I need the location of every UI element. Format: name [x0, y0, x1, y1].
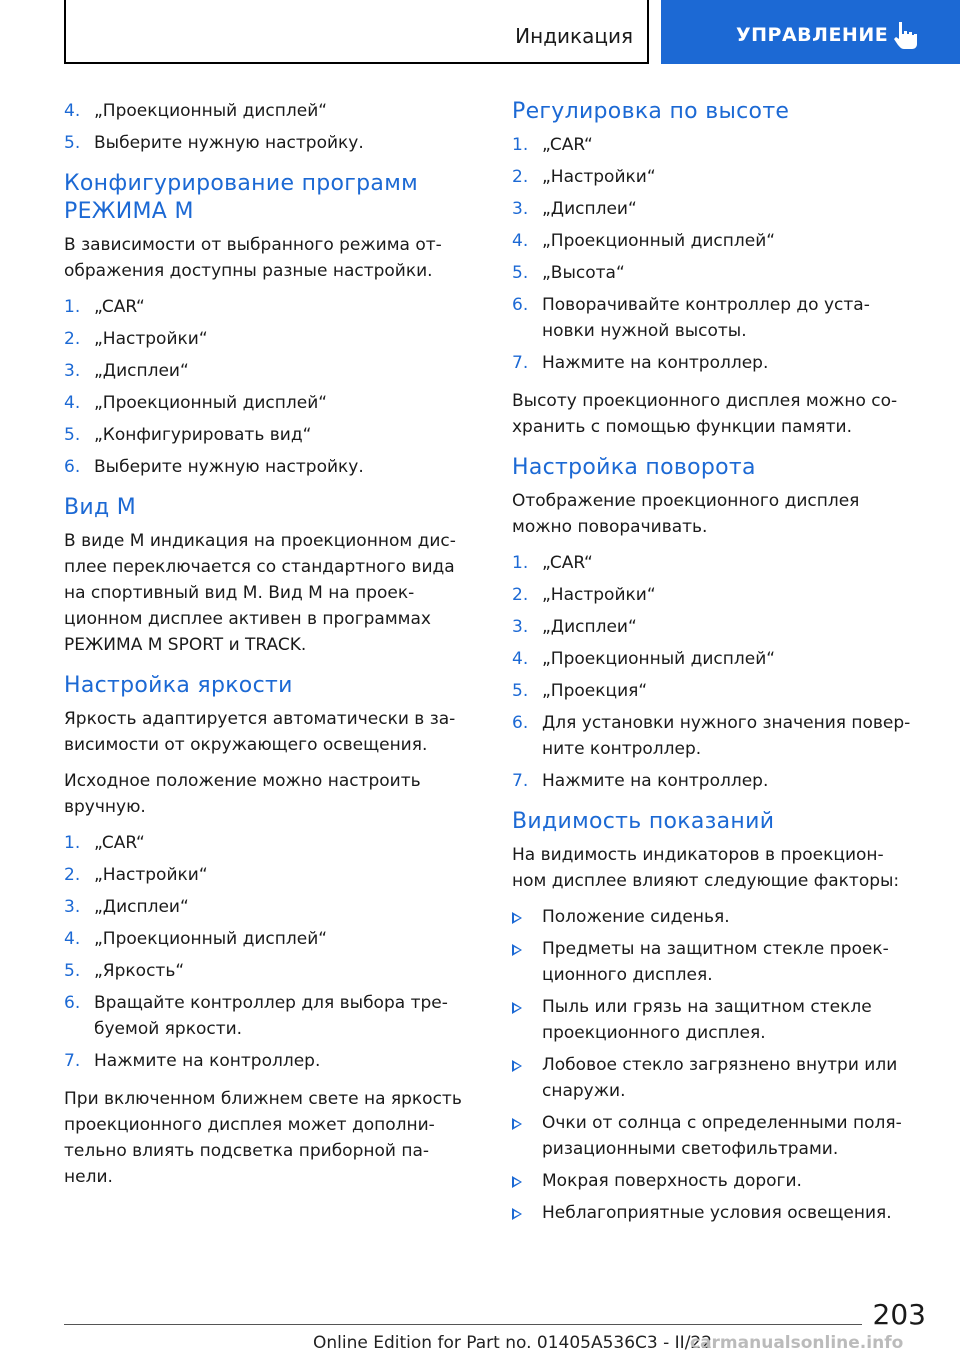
list-item: 6. Вращайте контроллер для выбора тре- буемой яркости. — [64, 993, 448, 1039]
list-item: 4. „Проекционный дисплей“ — [512, 231, 776, 251]
visibility-factors — [512, 904, 932, 1226]
chapter-title: УПРАВЛЕНИЕ — [736, 24, 889, 46]
section-heading-visibility: Видимость показаний — [512, 809, 775, 834]
list-item: Предметы на защитном стекле проек- ционного дисплея. — [512, 936, 932, 988]
list-item: 5. „Яркость“ — [64, 961, 185, 981]
paragraph: На видимость индикаторов в проекцион- ном дисплее влияют следующие факторы: — [512, 845, 900, 891]
section-heading-height: Регулировка по высоте — [512, 99, 790, 124]
list-item: 6. Выберите нужную настройку. — [64, 457, 364, 477]
triangle-bullet-icon — [512, 1176, 522, 1188]
list-item: 1. „CAR“ — [64, 833, 145, 853]
list-item: 5. „Проекция“ — [512, 681, 648, 701]
section-heading-config: Конфигурирование программ РЕЖИМА М — [64, 171, 418, 224]
paragraph: Исходное положение можно настроить вручную. — [64, 771, 421, 817]
hand-pointer-icon — [893, 20, 919, 50]
section-heading-rotation: Настройка поворота — [512, 455, 756, 480]
paragraph: Яркость адаптируется автоматически в за- висимости от окружающего освещения. — [64, 709, 456, 755]
list-item: 4. „Проекционный дисплей“ — [64, 929, 328, 949]
list-item: 5. „Высота“ — [512, 263, 625, 283]
list-item: 1. „CAR“ — [512, 135, 593, 155]
section-heading-brightness: Настройка яркости — [64, 673, 293, 698]
triangle-bullet-icon — [512, 1002, 522, 1014]
list-item: 3. „Дисплеи“ — [64, 361, 189, 381]
list-item: 4. „Проекционный дисплей“ — [64, 101, 328, 121]
list-item: 4. „Проекционный дисплей“ — [64, 393, 328, 413]
footer-edition: Online Edition for Part no. 01405A536C3 - II/22 — [313, 1333, 713, 1353]
list-item: 7. Нажмите на контроллер. — [512, 353, 769, 373]
rotation-steps — [512, 550, 932, 794]
section-title: Индикация — [515, 24, 633, 48]
list-item: 3. „Дисплеи“ — [64, 897, 189, 917]
footer-divider — [64, 1324, 862, 1325]
header-section-box — [64, 0, 649, 64]
triangle-bullet-icon — [512, 944, 522, 956]
chapter-tab — [661, 0, 960, 64]
list-item: 2. „Настройки“ — [512, 585, 656, 605]
list-item: 5. Выберите нужную настройку. — [64, 133, 364, 153]
list-item: 1. „CAR“ — [64, 297, 145, 317]
paragraph: Высоту проекционного дисплея можно со- хранить с помощью функции памяти. — [512, 391, 898, 437]
triangle-bullet-icon — [512, 1118, 522, 1130]
list-item: 3. „Дисплеи“ — [512, 199, 637, 219]
list-item: Лобовое стекло загрязнено внутри или снаружи. — [512, 1052, 932, 1104]
triangle-bullet-icon — [512, 1060, 522, 1072]
page-number: 203 — [872, 1298, 926, 1331]
paragraph: В зависимости от выбранного режима от- ображения доступны разные настройки. — [64, 235, 442, 281]
list-item: 5. „Конфигурировать вид“ — [64, 425, 312, 445]
triangle-bullet-icon — [512, 912, 522, 924]
paragraph: В виде М индикация на проекционном дис- плее переключается со стандартного вида на спортивный вид М. Вид М на проек- ционном дисплее активен в программах РЕЖИМА М SPORT и TRACK. — [64, 531, 456, 655]
list-item: Положение сиденья. — [512, 904, 932, 930]
paragraph: Отображение проекционного дисплея можно поворачивать. — [512, 491, 860, 537]
list-item: Очки от солнца с определенными поля- ризационными светофильтрами. — [512, 1110, 932, 1162]
list-item: 4. „Проекционный дисплей“ — [512, 649, 776, 669]
list-item: Неблагоприятные условия освещения. — [512, 1200, 932, 1226]
list-item: 6. Поворачивайте контроллер до уста- новки нужной высоты. — [512, 295, 870, 341]
list-item: 7. Нажмите на контроллер. — [512, 771, 769, 791]
height-steps — [512, 132, 932, 376]
watermark: carmanualsonline.info — [690, 1333, 904, 1353]
left-column — [64, 98, 484, 1200]
list-item: 2. „Настройки“ — [64, 329, 208, 349]
config-steps — [64, 294, 484, 480]
list-item: 3. „Дисплеи“ — [512, 617, 637, 637]
list-item: Мокрая поверхность дороги. — [512, 1168, 932, 1194]
list-item: 2. „Настройки“ — [512, 167, 656, 187]
right-column — [512, 98, 932, 1238]
list-item: 2. „Настройки“ — [64, 865, 208, 885]
section-heading-m-view: Вид М — [64, 495, 137, 520]
list-item: 1. „CAR“ — [512, 553, 593, 573]
brightness-steps — [64, 830, 484, 1074]
intro-steps — [64, 98, 484, 156]
list-item: Пыль или грязь на защитном стекле проекционного дисплея. — [512, 994, 932, 1046]
list-item: 6. Для установки нужного значения повер- ните контроллер. — [512, 713, 911, 759]
list-item: 7. Нажмите на контроллер. — [64, 1051, 321, 1071]
paragraph: При включенном ближнем свете на яркость проекционного дисплея может дополни- тельно влиять подсветка приборной па- нели. — [64, 1089, 462, 1187]
triangle-bullet-icon — [512, 1208, 522, 1220]
